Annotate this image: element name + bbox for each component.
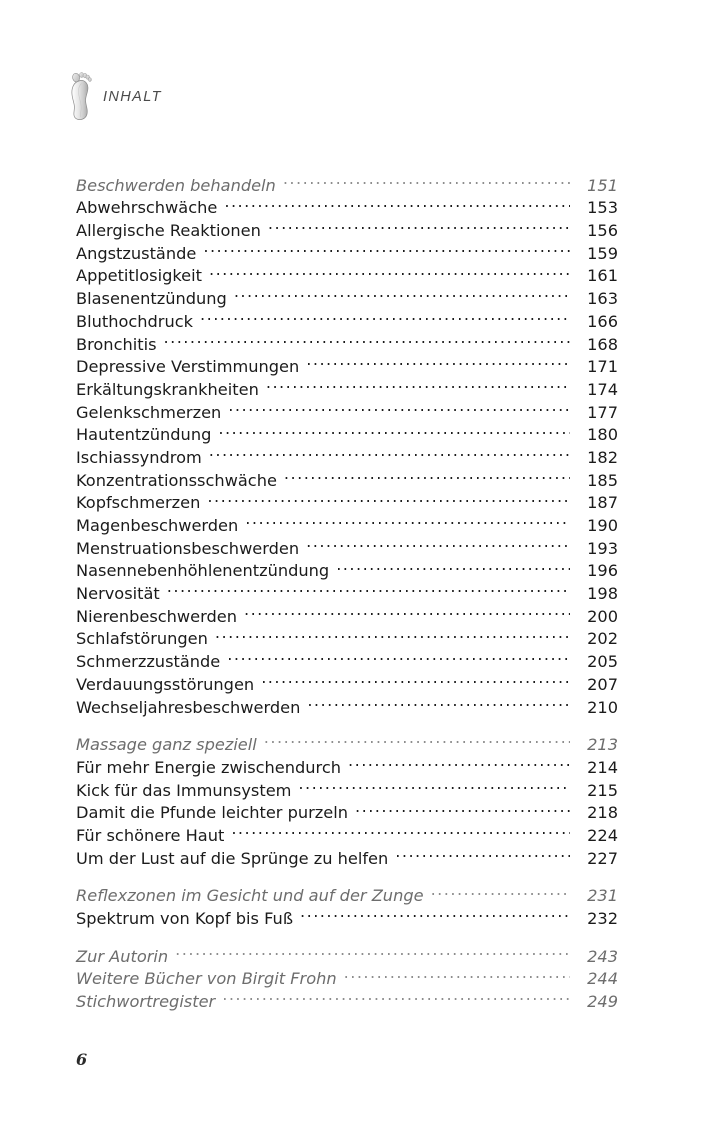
toc-entry-title: Weitere Bücher von Birgit Frohn xyxy=(76,969,337,989)
toc-entry-page-number: 218 xyxy=(587,803,618,823)
toc-entry-title: Blasenentzündung xyxy=(76,289,227,309)
toc-leader-dots xyxy=(344,962,570,985)
toc-leader-dots xyxy=(261,667,570,690)
toc-entry-page-number: 185 xyxy=(587,470,618,490)
toc-entry-page-number: 151 xyxy=(587,175,618,195)
toc-entry-title: Zur Autorin xyxy=(76,946,169,966)
toc-entry-title: Massage ganz speziell xyxy=(76,735,257,755)
toc-entry-page-number: 232 xyxy=(587,909,618,928)
toc-leader-dots xyxy=(395,841,570,864)
toc-leader-dots xyxy=(283,168,570,191)
toc-entry-page-number: 177 xyxy=(587,402,618,422)
toc-entry-page-number: 227 xyxy=(587,848,618,868)
toc-leader-dots xyxy=(245,508,570,531)
toc-leader-dots xyxy=(266,372,570,395)
toc-entry-title: Magenbeschwerden xyxy=(76,516,239,535)
toc-entry-title: Spektrum von Kopf bis Fuß xyxy=(76,909,294,928)
toc-entry-page-number: 210 xyxy=(587,697,618,717)
toc-leader-dots xyxy=(234,281,570,304)
toc-leader-dots xyxy=(218,418,570,441)
toc-entry-title: Bluthochdruck xyxy=(76,311,193,331)
toc-entry-page-number: 187 xyxy=(587,493,618,513)
toc-leader-dots xyxy=(231,818,570,841)
toc-entry-title: Um der Lust auf die Sprünge zu helfen xyxy=(76,848,389,868)
toc-entry-page-number: 200 xyxy=(587,606,618,626)
toc-entry-title: Ischiassyndrom xyxy=(76,447,202,467)
toc-leader-dots xyxy=(306,350,570,373)
toc-entry-title: Menstruationsbeschwerden xyxy=(76,538,300,558)
toc-leader-dots xyxy=(224,191,570,214)
toc-entry-page-number: 159 xyxy=(587,243,618,263)
toc-entry-page-number: 196 xyxy=(587,561,618,581)
toc-section-entry[interactable] xyxy=(76,939,618,966)
toc-entry-title: Für mehr Energie zwischendurch xyxy=(76,757,342,777)
toc-entry-title: Nierenbeschwerden xyxy=(76,606,237,626)
toc-entry-page-number: 207 xyxy=(587,674,618,694)
toc-entry-page-number: 190 xyxy=(587,516,618,535)
toc-entry-page-number: 249 xyxy=(587,992,618,1012)
toc-leader-dots xyxy=(300,901,570,924)
toc-entry-page-number: 182 xyxy=(587,447,618,467)
toc-entry-title: Erkältungskrankheiten xyxy=(76,379,259,399)
toc-entry-page-number: 214 xyxy=(587,757,618,777)
toc-leader-dots xyxy=(209,259,570,282)
running-header xyxy=(68,70,162,122)
toc-section-entry[interactable] xyxy=(76,879,618,906)
page-number: 6 xyxy=(76,1050,88,1069)
toc-section-entry[interactable] xyxy=(76,168,618,195)
toc-entry-title: Beschwerden behandeln xyxy=(76,175,276,195)
toc-leader-dots xyxy=(167,576,570,599)
toc-entry-title: Allergische Reaktionen xyxy=(76,221,261,241)
toc-entry-page-number: 244 xyxy=(587,969,618,989)
toc-entry-page-number: 153 xyxy=(587,198,618,218)
toc-entry-title: Wechseljahresbeschwerden xyxy=(76,697,301,717)
toc-entry-title: Konzentrationsschwäche xyxy=(76,470,277,490)
toc-entry-title: Kick für das Immunsystem xyxy=(76,780,292,800)
toc-entry-title: Gelenkschmerzen xyxy=(76,402,222,422)
toc-entry-title: Für schönere Haut xyxy=(76,825,225,845)
running-header-label: INHALT xyxy=(103,88,162,105)
table-of-contents xyxy=(76,168,618,1012)
toc-leader-dots xyxy=(215,622,570,645)
toc-entry-page-number: 193 xyxy=(587,538,618,558)
toc-leader-dots xyxy=(244,599,570,622)
toc-entry-title: Angstzustände xyxy=(76,243,197,263)
toc-entry-page-number: 231 xyxy=(587,886,618,906)
toc-leader-dots xyxy=(348,750,570,773)
toc-leader-dots xyxy=(200,304,570,327)
toc-leader-dots xyxy=(298,773,570,796)
toc-leader-dots xyxy=(227,644,570,667)
toc-entry-title: Damit die Pfunde leichter purzeln xyxy=(76,803,349,823)
toc-leader-dots xyxy=(355,796,570,819)
toc-leader-dots xyxy=(222,984,570,1007)
toc-entry-page-number: 213 xyxy=(587,735,618,755)
toc-entry-page-number: 180 xyxy=(587,425,618,445)
toc-entry-title: Appetitlosigkeit xyxy=(76,266,202,286)
toc-leader-dots xyxy=(307,690,570,713)
toc-entry-title: Schmerzzustände xyxy=(76,652,221,672)
toc-leader-dots xyxy=(264,728,570,751)
toc-leader-dots xyxy=(306,531,570,554)
toc-entry-page-number: 163 xyxy=(587,289,618,309)
toc-entry-title: Kopfschmerzen xyxy=(76,493,201,513)
toc-entry-title: Schlafstörungen xyxy=(76,629,208,649)
toc-leader-dots xyxy=(203,236,570,259)
toc-entry-title: Nervosität xyxy=(76,584,160,604)
toc-leader-dots xyxy=(268,213,570,236)
toc-entry-page-number: 174 xyxy=(587,379,618,399)
toc-entry-title: Hautentzündung xyxy=(76,425,212,445)
toc-entry-page-number: 243 xyxy=(587,946,618,966)
toc-leader-dots xyxy=(175,939,570,962)
toc-entry-page-number: 166 xyxy=(587,311,618,331)
footprint-icon xyxy=(68,71,94,121)
toc-entry-page-number: 215 xyxy=(587,780,618,800)
toc-leader-dots xyxy=(207,486,570,509)
toc-entry-title: Depressive Verstimmungen xyxy=(76,357,300,377)
toc-entry-page-number: 205 xyxy=(587,652,618,672)
toc-entry-page-number: 202 xyxy=(587,629,618,649)
toc-leader-dots xyxy=(164,327,570,350)
toc-leader-dots xyxy=(228,395,570,418)
toc-entry-page-number: 224 xyxy=(587,825,618,845)
toc-entry-page-number: 168 xyxy=(587,334,618,354)
toc-entry-page-number: 198 xyxy=(587,584,618,604)
toc-section-entry[interactable] xyxy=(76,728,618,755)
toc-entry-title: Nasennebenhöhlenentzündung xyxy=(76,561,330,581)
toc-entry-page-number: 156 xyxy=(587,221,618,241)
toc-entry-title: Abwehrschwäche xyxy=(76,198,218,218)
toc-leader-dots xyxy=(431,879,570,902)
toc-leader-dots xyxy=(336,554,570,577)
toc-leader-dots xyxy=(209,440,570,463)
toc-entry-title: Reflexzonen im Gesicht und auf der Zunge xyxy=(76,886,424,906)
toc-entry-title: Bronchitis xyxy=(76,334,157,354)
toc-entry-title: Verdauungsstörungen xyxy=(76,674,255,694)
toc-entry-page-number: 171 xyxy=(587,357,618,377)
toc-leader-dots xyxy=(284,463,570,486)
toc-entry-page-number: 161 xyxy=(587,266,618,286)
toc-entry-title: Stichwortregister xyxy=(76,992,216,1012)
